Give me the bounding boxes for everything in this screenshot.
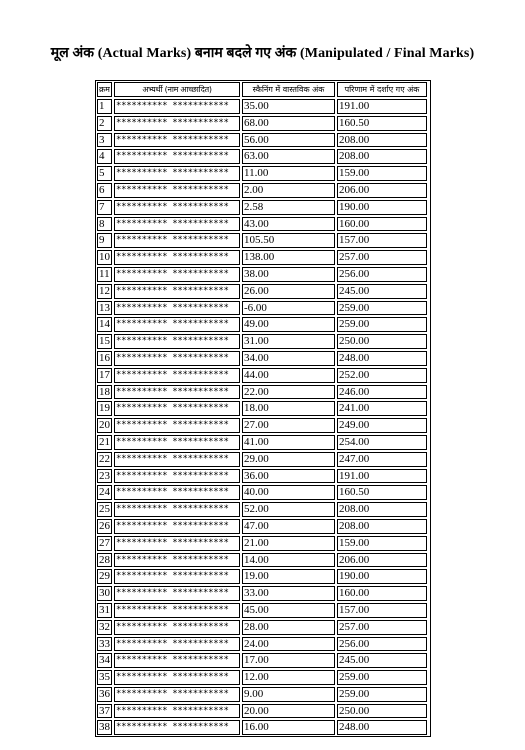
- actual-marks-cell: 34.00: [242, 351, 335, 366]
- final-marks-cell: 250.00: [337, 334, 427, 349]
- serial-cell: 28: [99, 553, 110, 566]
- final-marks-cell: 257.00: [337, 250, 427, 265]
- actual-marks-cell: 47.00: [242, 519, 335, 534]
- page-title: मूल अंक (Actual Marks) बनाम बदले गए अंक (Manipulated / Final Marks): [50, 46, 475, 61]
- candidate-cell: ********** ***********: [114, 401, 240, 416]
- serial-cell: 9: [97, 233, 112, 248]
- candidate-cell: ********** ***********: [114, 301, 240, 316]
- table-row: [96, 182, 430, 199]
- serial-cell: 32: [99, 620, 110, 633]
- final-marks-cell: 259.00: [337, 301, 427, 316]
- final-marks-cell: 257.00: [337, 620, 427, 635]
- serial-cell: 22: [99, 452, 110, 465]
- candidate-cell: ********** ***********: [114, 720, 240, 735]
- serial-cell: 15: [99, 335, 110, 348]
- actual-marks-cell: 18.00: [242, 401, 335, 416]
- table-row: [96, 484, 430, 501]
- final-marks-cell: 248.00: [337, 351, 427, 366]
- table-row: [96, 132, 430, 149]
- serial-cell: 12: [99, 284, 110, 297]
- table-row: [96, 669, 430, 686]
- final-marks-cell: 191.00: [337, 469, 427, 484]
- table-row: [96, 316, 430, 333]
- table-row: [96, 652, 430, 669]
- actual-marks-cell: 38.00: [242, 267, 335, 282]
- actual-marks-cell: 11.00: [242, 166, 335, 181]
- candidate-cell: ********** ***********: [114, 519, 240, 534]
- final-marks-cell: 259.00: [337, 687, 427, 702]
- serial-cell: 14: [99, 318, 110, 331]
- actual-marks-cell: 12.00: [242, 670, 335, 685]
- final-marks-cell: 160.00: [337, 586, 427, 601]
- actual-marks-cell: 45.00: [242, 603, 335, 618]
- candidate-cell: ********** ***********: [114, 569, 240, 584]
- table-row: [96, 434, 430, 451]
- actual-marks-cell: 21.00: [242, 536, 335, 551]
- candidate-cell: ********** ***********: [114, 149, 240, 164]
- table-row: [96, 98, 430, 115]
- final-marks-cell: 190.00: [337, 200, 427, 215]
- final-marks-cell: 249.00: [337, 418, 427, 433]
- candidate-cell: ********** ***********: [114, 250, 240, 265]
- actual-marks-cell: 44.00: [242, 368, 335, 383]
- candidate-cell: ********** ***********: [114, 603, 240, 618]
- candidate-cell: ********** ***********: [114, 653, 240, 668]
- actual-marks-cell: 9.00: [242, 687, 335, 702]
- marks-table: [95, 80, 431, 737]
- serial-cell: 38: [99, 721, 110, 734]
- final-marks-cell: 190.00: [337, 569, 427, 584]
- serial-cell: 8: [97, 217, 112, 232]
- table-row: [96, 165, 430, 182]
- table-row: [96, 451, 430, 468]
- candidate-cell: ********** ***********: [114, 200, 240, 215]
- serial-cell: 24: [99, 486, 110, 499]
- serial-cell: 16: [99, 351, 110, 364]
- final-marks-cell: 245.00: [337, 284, 427, 299]
- actual-marks-cell: 56.00: [242, 133, 335, 148]
- header-final-marks: परिणाम में दर्शाए गए अंक: [337, 82, 427, 97]
- serial-cell: 34: [99, 654, 110, 667]
- final-marks-cell: 159.00: [337, 536, 427, 551]
- table-row: [96, 568, 430, 585]
- final-marks-cell: 206.00: [337, 183, 427, 198]
- table-row: [96, 552, 430, 569]
- table-row: [96, 501, 430, 518]
- candidate-cell: ********** ***********: [114, 586, 240, 601]
- table-row: [96, 283, 430, 300]
- actual-marks-cell: 26.00: [242, 284, 335, 299]
- final-marks-cell: 157.00: [337, 233, 427, 248]
- serial-cell: 23: [99, 469, 110, 482]
- actual-marks-cell: 22.00: [242, 385, 335, 400]
- candidate-cell: ********** ***********: [114, 116, 240, 131]
- candidate-cell: ********** ***********: [114, 704, 240, 719]
- serial-cell: 26: [99, 519, 110, 532]
- actual-marks-cell: 49.00: [242, 317, 335, 332]
- actual-marks-cell: 20.00: [242, 704, 335, 719]
- candidate-cell: ********** ***********: [114, 166, 240, 181]
- serial-cell: 2: [97, 116, 112, 131]
- final-marks-cell: 208.00: [337, 519, 427, 534]
- final-marks-cell: 250.00: [337, 704, 427, 719]
- actual-marks-cell: 63.00: [242, 149, 335, 164]
- table-row: [96, 199, 430, 216]
- actual-marks-cell: 27.00: [242, 418, 335, 433]
- final-marks-cell: 191.00: [337, 99, 427, 114]
- candidate-cell: ********** ***********: [114, 351, 240, 366]
- table-header-row: [96, 81, 430, 98]
- header-actual-marks: स्कैनिंग में वास्तविक अंक: [242, 82, 335, 97]
- final-marks-cell: 208.00: [337, 149, 427, 164]
- table-row: [96, 148, 430, 165]
- final-marks-cell: 259.00: [337, 670, 427, 685]
- final-marks-cell: 256.00: [337, 267, 427, 282]
- serial-cell: 31: [99, 603, 110, 616]
- candidate-cell: ********** ***********: [114, 267, 240, 282]
- table-row: [96, 535, 430, 552]
- table-row: [96, 686, 430, 703]
- table-row: [96, 216, 430, 233]
- table-row: [96, 350, 430, 367]
- actual-marks-cell: 2.00: [242, 183, 335, 198]
- final-marks-cell: 259.00: [337, 317, 427, 332]
- candidate-cell: ********** ***********: [114, 368, 240, 383]
- serial-cell: 37: [99, 704, 110, 717]
- actual-marks-cell: 40.00: [242, 485, 335, 500]
- actual-marks-cell: 36.00: [242, 469, 335, 484]
- candidate-cell: ********** ***********: [114, 217, 240, 232]
- table-row: [96, 719, 430, 736]
- actual-marks-cell: 24.00: [242, 637, 335, 652]
- actual-marks-cell: 138.00: [242, 250, 335, 265]
- final-marks-cell: 206.00: [337, 553, 427, 568]
- serial-cell: 11: [97, 267, 112, 282]
- actual-marks-cell: 17.00: [242, 653, 335, 668]
- candidate-cell: ********** ***********: [114, 687, 240, 702]
- serial-cell: 36: [99, 687, 110, 700]
- final-marks-cell: 241.00: [337, 401, 427, 416]
- actual-marks-cell: 2.58: [242, 200, 335, 215]
- candidate-cell: ********** ***********: [114, 233, 240, 248]
- final-marks-cell: 252.00: [337, 368, 427, 383]
- serial-cell: 1: [97, 99, 112, 114]
- table-body: [96, 98, 430, 736]
- table-row: [96, 232, 430, 249]
- table-row: [96, 249, 430, 266]
- table-row: [96, 703, 430, 720]
- final-marks-cell: 245.00: [337, 653, 427, 668]
- table-row: [96, 468, 430, 485]
- serial-cell: 5: [97, 166, 112, 181]
- candidate-cell: ********** ***********: [114, 553, 240, 568]
- serial-cell: 13: [99, 301, 110, 314]
- serial-cell: 4: [97, 149, 112, 164]
- serial-cell: 27: [99, 536, 110, 549]
- candidate-cell: ********** ***********: [114, 284, 240, 299]
- candidate-cell: ********** ***********: [114, 452, 240, 467]
- table-row: [96, 367, 430, 384]
- final-marks-cell: 248.00: [337, 720, 427, 735]
- candidate-cell: ********** ***********: [114, 435, 240, 450]
- final-marks-cell: 160.50: [337, 116, 427, 131]
- actual-marks-cell: 43.00: [242, 217, 335, 232]
- actual-marks-cell: 105.50: [242, 233, 335, 248]
- candidate-cell: ********** ***********: [114, 99, 240, 114]
- final-marks-cell: 256.00: [337, 637, 427, 652]
- table-row: [96, 384, 430, 401]
- final-marks-cell: 160.50: [337, 485, 427, 500]
- final-marks-cell: 246.00: [337, 385, 427, 400]
- actual-marks-cell: 19.00: [242, 569, 335, 584]
- candidate-cell: ********** ***********: [114, 469, 240, 484]
- serial-cell: 7: [97, 200, 112, 215]
- actual-marks-cell: 41.00: [242, 435, 335, 450]
- serial-cell: 35: [99, 671, 110, 684]
- serial-cell: 17: [99, 368, 110, 381]
- serial-cell: 30: [99, 587, 110, 600]
- actual-marks-cell: 29.00: [242, 452, 335, 467]
- candidate-cell: ********** ***********: [114, 133, 240, 148]
- candidate-cell: ********** ***********: [114, 637, 240, 652]
- table-row: [96, 115, 430, 132]
- table-row: [96, 266, 430, 283]
- candidate-cell: ********** ***********: [114, 183, 240, 198]
- serial-cell: 29: [99, 570, 110, 583]
- final-marks-cell: 208.00: [337, 133, 427, 148]
- table-row: [96, 400, 430, 417]
- candidate-cell: ********** ***********: [114, 418, 240, 433]
- final-marks-cell: 254.00: [337, 435, 427, 450]
- serial-cell: 33: [99, 637, 110, 650]
- final-marks-cell: 159.00: [337, 166, 427, 181]
- serial-cell: 25: [99, 503, 110, 516]
- final-marks-cell: 160.00: [337, 217, 427, 232]
- table-row: [96, 585, 430, 602]
- serial-cell: 3: [97, 133, 112, 148]
- actual-marks-cell: 52.00: [242, 502, 335, 517]
- table-row: [96, 619, 430, 636]
- serial-cell: 21: [99, 435, 110, 448]
- actual-marks-cell: 68.00: [242, 116, 335, 131]
- candidate-cell: ********** ***********: [114, 385, 240, 400]
- header-serial: क्रम: [97, 82, 112, 97]
- serial-cell: 20: [99, 419, 110, 432]
- candidate-cell: ********** ***********: [114, 670, 240, 685]
- final-marks-cell: 157.00: [337, 603, 427, 618]
- serial-cell: 18: [99, 385, 110, 398]
- candidate-cell: ********** ***********: [114, 317, 240, 332]
- candidate-cell: ********** ***********: [114, 620, 240, 635]
- actual-marks-cell: 31.00: [242, 334, 335, 349]
- actual-marks-cell: 33.00: [242, 586, 335, 601]
- table-row: [96, 602, 430, 619]
- table-row: [96, 636, 430, 653]
- table-row: [96, 417, 430, 434]
- actual-marks-cell: 28.00: [242, 620, 335, 635]
- final-marks-cell: 247.00: [337, 452, 427, 467]
- header-candidate: अभ्यर्थी (नाम आच्छादित): [114, 82, 240, 97]
- actual-marks-cell: -6.00: [242, 301, 335, 316]
- final-marks-cell: 208.00: [337, 502, 427, 517]
- table-row: [96, 333, 430, 350]
- actual-marks-cell: 16.00: [242, 720, 335, 735]
- candidate-cell: ********** ***********: [114, 485, 240, 500]
- table-row: [96, 300, 430, 317]
- actual-marks-cell: 14.00: [242, 553, 335, 568]
- table-row: [96, 518, 430, 535]
- actual-marks-cell: 35.00: [242, 99, 335, 114]
- serial-cell: 19: [99, 402, 110, 415]
- candidate-cell: ********** ***********: [114, 334, 240, 349]
- candidate-cell: ********** ***********: [114, 536, 240, 551]
- serial-cell: 6: [97, 183, 112, 198]
- serial-cell: 10: [99, 251, 110, 264]
- candidate-cell: ********** ***********: [114, 502, 240, 517]
